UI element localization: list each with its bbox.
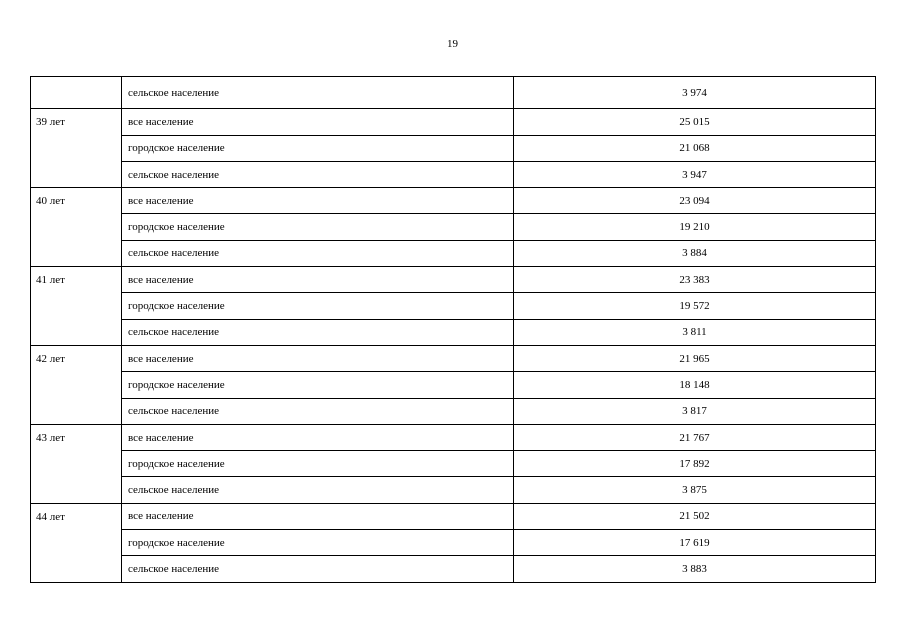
age-cell: 41 лет: [31, 267, 122, 346]
value-cell: 3 974: [514, 77, 876, 109]
table-row: [31, 77, 876, 109]
table-row: [31, 188, 876, 214]
category-cell: все население: [122, 503, 514, 529]
value-cell: 19 210: [514, 214, 876, 240]
category-cell: сельское население: [122, 240, 514, 266]
table-row: [31, 530, 876, 556]
category-cell: сельское население: [122, 319, 514, 345]
value-cell: 3 875: [514, 477, 876, 503]
value-cell: 3 947: [514, 161, 876, 187]
category-cell: сельское население: [122, 398, 514, 424]
value-cell: 25 015: [514, 109, 876, 135]
table-row: [31, 240, 876, 266]
value-cell: 21 502: [514, 503, 876, 529]
value-cell: 21 767: [514, 424, 876, 450]
category-cell: сельское население: [122, 556, 514, 582]
category-cell: все население: [122, 188, 514, 214]
category-cell: городское население: [122, 451, 514, 477]
value-cell: 3 883: [514, 556, 876, 582]
category-cell: сельское население: [122, 477, 514, 503]
value-cell: 17 619: [514, 530, 876, 556]
table-row: [31, 477, 876, 503]
category-cell: городское население: [122, 530, 514, 556]
value-cell: 23 383: [514, 267, 876, 293]
table-body: [31, 77, 876, 583]
category-cell: городское население: [122, 135, 514, 161]
value-cell: 19 572: [514, 293, 876, 319]
table-row: [31, 293, 876, 319]
category-cell: все население: [122, 424, 514, 450]
table-row: [31, 109, 876, 135]
table-row: [31, 135, 876, 161]
table-row: [31, 372, 876, 398]
category-cell: сельское население: [122, 161, 514, 187]
table-row: [31, 503, 876, 529]
table-row: [31, 345, 876, 371]
age-cell: 43 лет: [31, 424, 122, 503]
category-cell: все население: [122, 109, 514, 135]
category-cell: все население: [122, 345, 514, 371]
age-cell: 44 лет: [31, 503, 122, 582]
table-row: [31, 161, 876, 187]
table-row: [31, 398, 876, 424]
value-cell: 3 817: [514, 398, 876, 424]
category-cell: городское население: [122, 372, 514, 398]
table-row: [31, 424, 876, 450]
population-table: [30, 76, 876, 583]
table-row: [31, 319, 876, 345]
table-row: [31, 267, 876, 293]
value-cell: 3 811: [514, 319, 876, 345]
category-cell: городское население: [122, 293, 514, 319]
value-cell: 18 148: [514, 372, 876, 398]
value-cell: 17 892: [514, 451, 876, 477]
age-cell: 42 лет: [31, 345, 122, 424]
category-cell: сельское население: [122, 77, 514, 109]
page-number: 19: [447, 38, 458, 50]
category-cell: все население: [122, 267, 514, 293]
age-cell: 40 лет: [31, 188, 122, 267]
table-row: [31, 556, 876, 582]
value-cell: 23 094: [514, 188, 876, 214]
value-cell: 3 884: [514, 240, 876, 266]
age-cell: 39 лет: [31, 109, 122, 188]
table-row: [31, 451, 876, 477]
age-cell: [31, 77, 122, 109]
category-cell: городское население: [122, 214, 514, 240]
value-cell: 21 068: [514, 135, 876, 161]
value-cell: 21 965: [514, 345, 876, 371]
table-row: [31, 214, 876, 240]
